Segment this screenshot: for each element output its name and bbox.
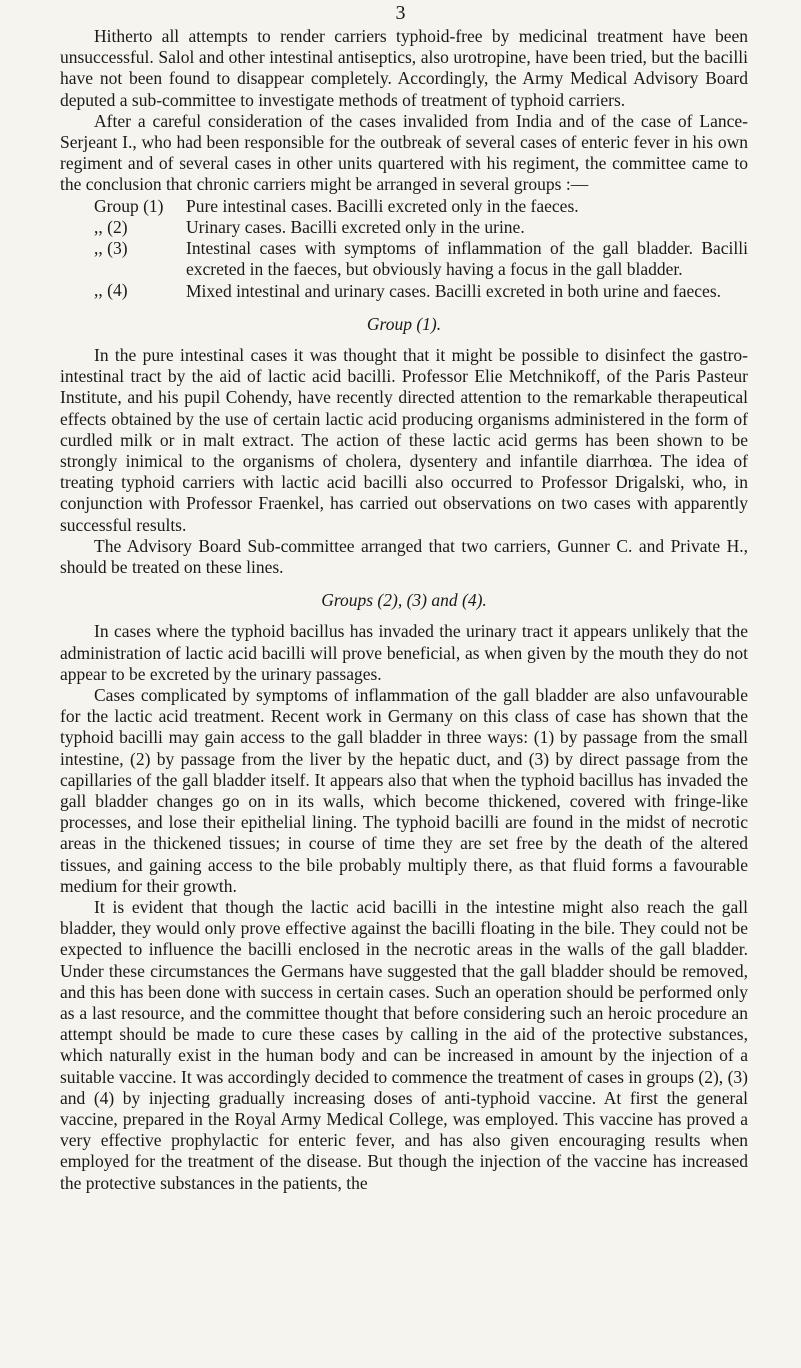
paragraph-group-1: In the pure intestinal cases it was thought that it might be possible to disinfect the gastro-intestinal tract by the aid of lactic acid bacilli. Professor Elie Metchnikoff, of the Paris Pasteur Institute, and his pupil Cohendy, have recently directed attention to the remarkable therapeutical effects obtained by the use of certain lactic acid producing organisms administered in the form of curdled milk or in malt extract. The action of these lactic acid germs has been shown to be strongly inimical to the organisms of cholera, dysentery and infantile diarrhœa. The idea of treating typhoid carriers with lactic acid bacilli also occurred to Professor Drigalski, who, in conjunction with Professor Fraenkel, has carried out observations on two cases with apparently successful results. — [60, 344, 748, 535]
paragraph-urinary: In cases where the typhoid bacillus has invaded the urinary tract it appears unlikely that the administration of lactic acid bacilli will prove beneficial, as when given by the mouth they do not appear to be excreted by the urinary passages. — [60, 621, 748, 684]
group-text: Pure intestinal cases. Bacilli excreted only in the faeces. — [186, 195, 579, 216]
group-label: ,, (2) — [94, 216, 128, 237]
page-number: 3 — [395, 2, 406, 24]
group-label: Group (1) — [94, 195, 164, 216]
paragraph-vaccine: It is evident that though the lactic acid bacilli in the intestine might also reach the gall bladder, they would only prove effective against the bacilli floating in the bile. They could not be expected to influence the bacilli enclosed in the necrotic areas in the walls of the gall bladder. Under these circumstances the Germans have suggested that the gall bladder should be removed, and this has been done with success in certain cases. Such an operation should be performed only as a last resource, and the committee thought that before considering such an heroic procedure an attempt should be made to cure these cases by calling in the aid of the protective substances, which naturally exist in the human body and can be increased in amount by the injection of a suitable vaccine. It was accordingly decided to commence the treatment of cases in groups (2), (3) and (4) by injecting gradually increasing doses of anti-typhoid vaccine. At first the general vaccine, prepared in the Royal Army Medical College, was employed. This vaccine has proved a very effective prophylactic for enteric fever, and has also given encouraging results when employed for the treatment of the disease. But though the injection of the vaccine has increased the protective substances in the patients, the — [60, 896, 748, 1193]
paragraph-intro: Hitherto all attempts to render carriers typhoid-free by medicinal treatment have been unsuccessful. Salol and other intestinal antiseptics, also urotropine, have been tried, but the bacilli have not been found to disappear completely. Accordingly, the Army Medical Advisory Board deputed a sub-committee to investigate methods of treatment of typhoid carriers. — [60, 26, 748, 110]
group-text: Urinary cases. Bacilli excreted only in the urine. — [186, 216, 525, 237]
group-label: ,, (3) — [94, 238, 128, 259]
section-heading-group-1: Group (1). — [366, 313, 442, 334]
paragraph-group-1-arrangement: The Advisory Board Sub-committee arranged that two carriers, Gunner C. and Private H., should be treated on these lines. — [60, 535, 748, 577]
paragraph-gall-bladder: Cases complicated by symptoms of inflammation of the gall bladder are also unfavourable for the lactic acid treatment. Recent work in Germany on this class of case has shown that the typhoid bacilli may gain access to the gall bladder in three ways: (1) by passage from the small intestine, (2) by passage from the liver by the hepatic duct, and (3) by direct passage from the capillaries of the gall bladder itself. It appears also that when the typhoid bacillus has invaded the gall bladder changes go on in its walls, which become thickened, covered with fringe-like processes, and lose their epithelial lining. The typhoid bacilli are found in the midst of necrotic areas in the thickened tissues; in course of time they are set free by the death of the altered tissues, and gaining access to the bile probably multiply there, as that fluid forms a favourable medium for their growth. — [60, 684, 748, 896]
group-list — [94, 196, 748, 302]
group-label: ,, (4) — [94, 280, 128, 301]
section-heading-groups-2-4: Groups (2), (3) and (4). — [321, 590, 487, 611]
paragraph-groups-intro: After a careful consideration of the cases invalided from India and of the case of Lance-Serjeant I., who had been responsible for the outbreak of several cases of enteric fever in his own regiment and of several cases in other units quartered with his regiment, the committee came to the conclusion that chronic carriers might be arranged in several groups :— — [60, 110, 748, 195]
group-text: Mixed intestinal and urinary cases. Bacilli excreted in both urine and faeces. — [186, 280, 722, 301]
group-item — [94, 280, 748, 301]
document-body — [60, 26, 748, 1194]
group-item — [94, 238, 748, 280]
group-item — [94, 196, 748, 217]
group-item — [94, 217, 748, 238]
group-text: Intestinal cases with symptoms of inflammation of the gall bladder. Bacilli excreted in the faeces, but obviously having a focus in the gall bladder. — [186, 238, 748, 280]
